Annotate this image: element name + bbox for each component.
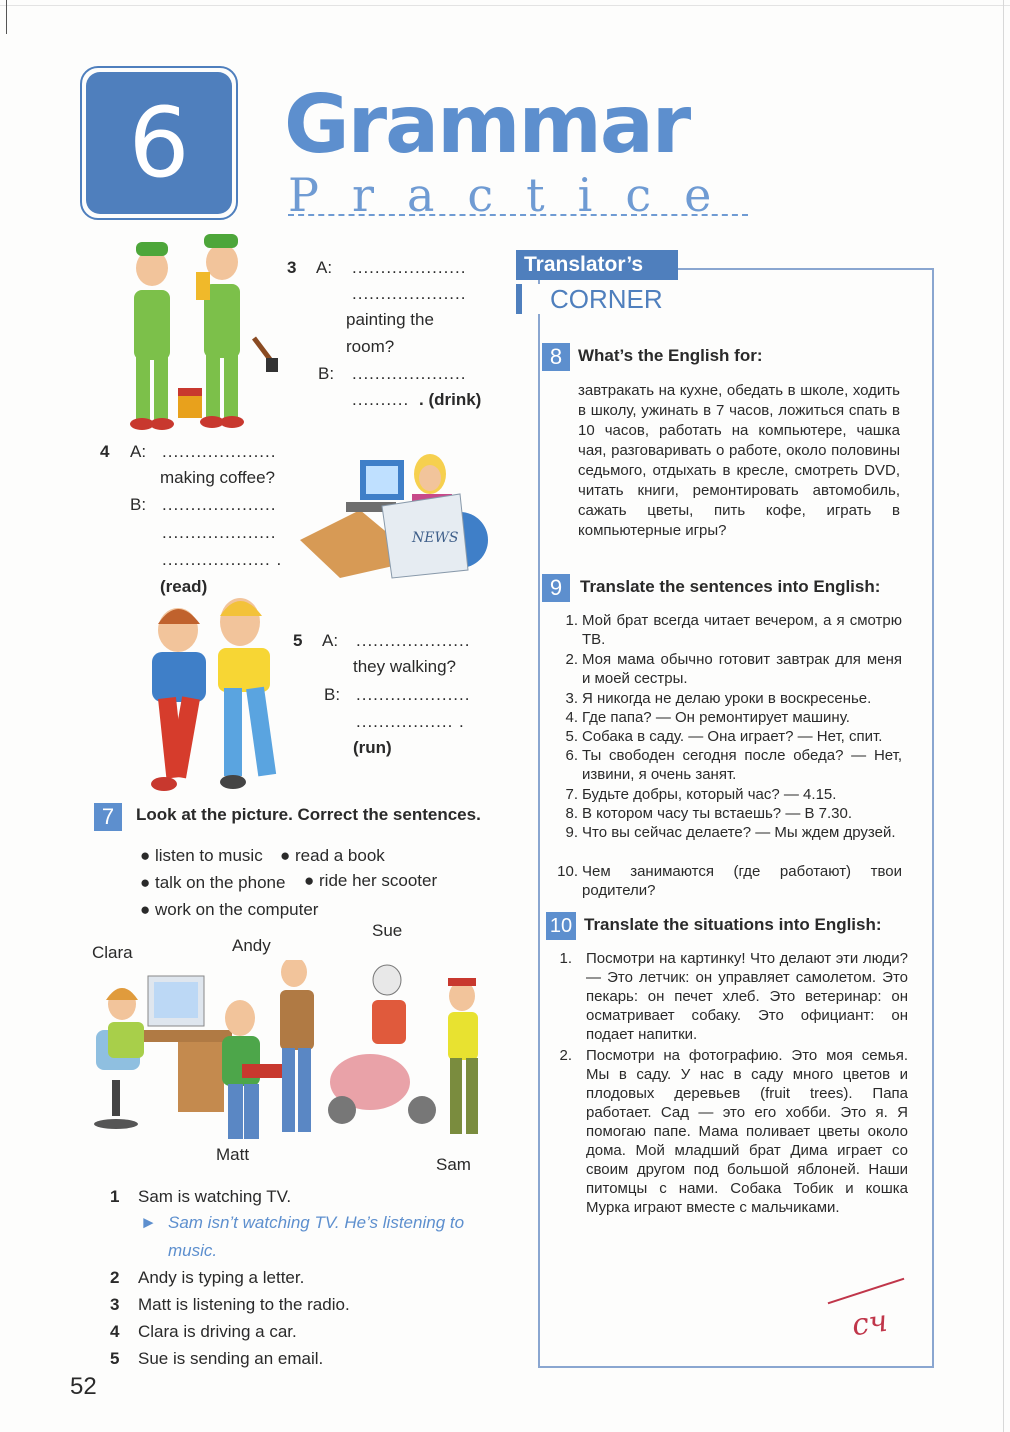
item-3-b-label: B: [318,364,335,383]
list-item-number: 5. [565,728,578,745]
list-item-number: 3. [565,690,578,707]
example-answer-line-1: Sam isn’t watching TV. He’s listening to [168,1213,465,1232]
play-arrow-icon: ► [140,1213,157,1232]
sentence-text: Clara is driving a car. [138,1322,297,1341]
bullet-item: ● ride her scooter [304,871,438,890]
bullet-item: ● talk on the phone [140,873,286,892]
list-item-number: 4. [565,709,578,726]
item-3-blank-3[interactable]: .................... [352,364,467,383]
painters-illustration [104,228,284,438]
item-4-blank-3[interactable]: .................... [162,523,277,542]
item-3-line-2: room? [346,337,395,356]
translators-corner-label: Translator’s [516,250,678,280]
list-item-text: Будьте добры, который час? — 4.15. [582,786,837,803]
exercise-8-text: завтракать на кухне, обедать в школе, ходить в школу, ужинать в 7 часов, ложиться спать в 10 часов, работать на компьютере, чашка чая, разговаривать о работе, около половины седьмого, отдыхать в кресле, смотреть DVD, читать книги, ремонтировать автомобиль, сажать цветы, пить кофе, играть в компьютерные игры? [578,382,900,539]
sentence-number: 1 [110,1187,120,1206]
item-5-b-label: B: [324,685,341,704]
page-number: 52 [70,1373,97,1400]
title-divider [288,214,748,216]
list-item-number: 8. [565,805,578,822]
sentence-number: 3 [110,1295,120,1314]
unit-number: 6 [86,72,232,214]
sentence-text: Andy is typing a letter. [138,1268,305,1287]
page-edge-left [6,0,7,34]
bullet-label: work on the computer [155,900,319,919]
sentence-text: Sam is watching TV. [138,1187,292,1206]
item-3-blank-4[interactable]: .......... [352,390,410,409]
page-subtitle: Practice [288,168,745,222]
exercise-7-heading: Look at the picture. Correct the sentences. [136,805,481,824]
exercise-9-list [556,611,904,901]
item-3-a-label: A: [316,258,333,277]
item-4-blank-1[interactable]: .................... [162,442,277,461]
bullet-label: ride her scooter [319,871,438,890]
item-5-line-1: they walking? [353,657,457,676]
item-3-number: 3 [287,258,297,277]
list-item-number: 2. [559,1047,572,1064]
name-label-sam: Sam [436,1155,471,1174]
item-4-a-label: A: [130,442,147,461]
list-item-number: 10. [557,863,578,880]
translators-corner-subtitle: CORNER [516,284,678,314]
handwritten-signature: сч [849,1303,890,1344]
sentence-number: 4 [110,1322,120,1341]
item-3-blank-1[interactable]: .................... [352,258,467,277]
name-label-clara: Clara [92,943,133,962]
page-title: Grammar [284,78,690,171]
name-label-sue: Sue [372,921,403,940]
exercise-7-number: 7 [94,803,122,831]
exercise-8-heading: What’s the English for: [578,346,763,365]
item-4-b-label: B: [130,495,147,514]
item-4-line-1: making coffee? [160,468,275,487]
sentence-text: Matt is listening to the radio. [138,1295,350,1314]
example-answer-line-2: music. [168,1241,218,1260]
exercise-9-heading: Translate the sentences into English: [580,577,881,596]
item-3-hint: . (drink) [419,390,482,409]
bullet-label: listen to music [155,846,263,865]
item-3-line-1: painting the [346,310,434,329]
list-item-text: Моя мама обычно готовит завтрак для меня и моей сестры. [582,651,902,687]
list-item-text: Посмотри на картинку! Что делают эти люди? — Это летчик: он управляет самолетом. Это пекарь: он печет хлеб. Это ветеринар: он осматривает собаку. Это официант: он подает напитки. [586,950,908,1043]
list-item-number: 1. [565,612,578,629]
reading-girl-illustration [300,450,495,580]
page-edge-top [0,5,1010,6]
running-boys-illustration [128,592,293,797]
item-4-blank-4[interactable]: ................... . [162,550,283,569]
item-3-blank-2[interactable]: .................... [352,284,467,303]
exercise-8-number: 8 [542,343,570,371]
name-label-matt: Matt [216,1145,250,1164]
exercise-10-list [556,949,910,1249]
name-label-andy: Andy [232,936,271,955]
item-5-blank-1[interactable]: .................... [356,631,471,650]
sentence-number: 2 [110,1268,120,1287]
list-item-text: Я никогда не делаю уроки в воскресенье. [582,690,872,707]
item-4-number: 4 [100,442,110,461]
exercise-10-heading: Translate the situations into English: [584,915,882,934]
list-item-text: Чем занимаются (где работают) твои родители? [582,863,902,899]
page-edge-right [1003,0,1004,1432]
list-item-number: 1. [559,950,572,967]
list-item-number: 9. [565,824,578,841]
item-5-number: 5 [293,631,303,650]
list-item-text: В котором часу ты встаешь? — В 7.30. [582,805,853,822]
item-5-hint: (run) [353,738,392,757]
bullet-label: talk on the phone [155,873,286,892]
bullet-item: ● listen to music [140,846,263,865]
item-4-hint: (read) [160,577,208,596]
list-item-text: Где папа? — Он ремонтирует машину. [582,709,850,726]
list-item-text: Что вы сейчас делаете? — Мы ждем друзей. [582,824,896,841]
sentence-text: Sue is sending an email. [138,1349,324,1368]
bullet-item: ● work on the computer [140,900,319,919]
list-item-text: Ты свободен сегодня после обеда? — Нет, извини, я очень занят. [582,747,902,783]
list-item-text: Мой брат всегда читает вечером, а я смотрю ТВ. [582,612,902,648]
bullet-item: ● read a book [280,846,385,865]
people-activities-illustration [92,960,497,1150]
item-5-blank-2[interactable]: .................... [356,685,471,704]
exercise-10-number: 10 [546,912,576,940]
bullet-label: read a book [295,846,385,865]
list-item-number: 2. [565,651,578,668]
sentence-number: 5 [110,1349,120,1368]
list-item-text: Собака в саду. — Она играет? — Нет, спит. [582,728,883,745]
item-5-a-label: A: [322,631,339,650]
exercise-9-number: 9 [542,574,570,602]
list-item-number: 6. [565,747,578,764]
svg-text:NEWS: NEWS [412,530,459,546]
list-item-number: 7. [565,786,578,803]
item-5-blank-3[interactable]: ................. . [356,712,465,731]
list-item-text: Посмотри на фотографию. Это моя семья. Мы в саду. У нас в саду много цветов и плодовых деревьев (fruit trees). Папа работает. Сад — это его хобби. Это я. Я помогаю папе. Мама поливает цветы около дома. Мой младший брат Дима играет со своим другом под большой яблоней. Наши питомцы с нами. Собака Тобик и кошка Мурка играют вместе с мальчиками. [586,1047,908,1216]
item-4-blank-2[interactable]: .................... [162,495,277,514]
